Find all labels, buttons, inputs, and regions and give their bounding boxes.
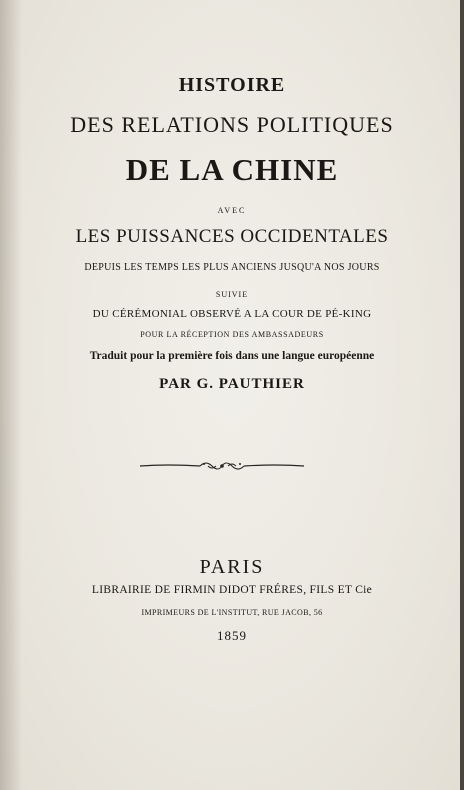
subtitle-ceremonial: DU CÉRÉMONIAL OBSERVÉ A LA COUR DE PÉ-KING	[92, 308, 372, 320]
title-line-avec: AVEC	[217, 206, 247, 215]
translation-note: Traduit pour la première fois dans une langue européenne	[89, 350, 375, 362]
ornament-rule-icon	[138, 458, 306, 474]
title-line-puissances: LES PUISSANCES OCCIDENTALES	[75, 226, 389, 247]
title-line-chine: DE LA CHINE	[125, 152, 339, 187]
title-line-relations: DES RELATIONS POLITIQUES	[70, 112, 394, 137]
subtitle-reception: POUR LA RÉCEPTION DES AMBASSADEURS	[140, 330, 324, 339]
author-line: PAR G. PAUTHIER	[159, 376, 305, 392]
subtitle-suivie: SUIVIE	[215, 290, 249, 299]
imprint-year: 1859	[217, 628, 247, 643]
title-line-histoire: HISTOIRE	[178, 74, 286, 96]
imprint-publisher: LIBRAIRIE DE FIRMIN DIDOT FRÉRES, FILS ET Cie	[91, 584, 373, 596]
imprint-city: PARIS	[199, 556, 265, 578]
subtitle-depuis: DEPUIS LES TEMPS LES PLUS ANCIENS JUSQU'A NOS JOURS	[84, 262, 380, 273]
imprint-printers: IMPRIMEURS DE L'INSTITUT, RUE JACOB, 56	[141, 608, 323, 617]
